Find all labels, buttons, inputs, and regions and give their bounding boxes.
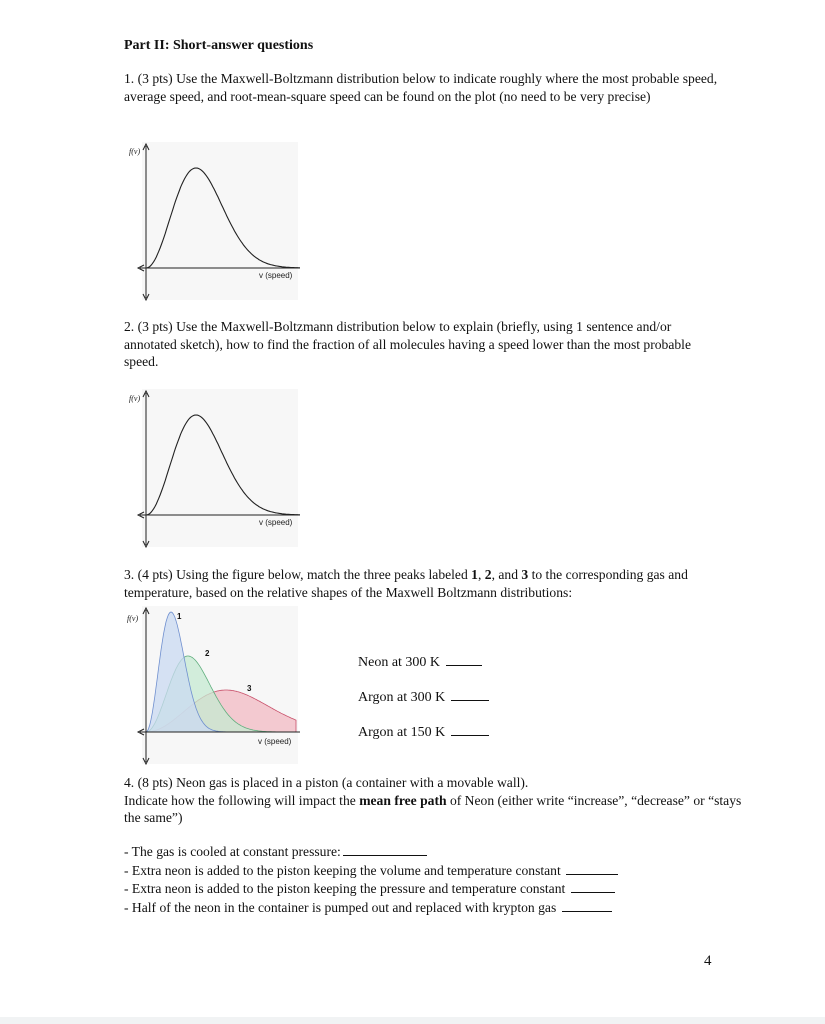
y-axis-label: f(v) [129, 147, 141, 156]
answer-blank[interactable] [566, 861, 618, 875]
peak-3-label: 3 [247, 684, 252, 693]
section-heading: Part II: Short-answer questions [124, 38, 314, 53]
list-item: - Extra neon is added to the piston keeping the volume and temperature constant [124, 861, 684, 880]
question-1-plot [124, 140, 304, 305]
x-axis-label: v (speed) [258, 737, 292, 746]
peak-1-label: 1 [177, 612, 182, 621]
answer-blank[interactable] [451, 687, 489, 701]
x-axis-label: v (speed) [259, 271, 293, 280]
match-neon-300k: Neon at 300 K [358, 652, 482, 671]
question-4-items [124, 842, 684, 916]
question-2-plot [124, 387, 304, 552]
answer-blank[interactable] [571, 879, 615, 893]
match-argon-300k: Argon at 300 K [358, 687, 489, 706]
question-3-text: 3. (4 pts) Using the figure below, match the three peaks labeled 1, 2, and 3 to the corresponding gas and temperature, based on the relative shapes of the Maxwell Boltzmann distributions: [124, 567, 688, 600]
list-item: - Extra neon is added to the piston keeping the pressure and temperature constant [124, 879, 684, 898]
question-1-text: 1. (3 pts) Use the Maxwell-Boltzmann distribution below to indicate roughly where the most probable speed, average speed, and root-mean-square speed can be found on the plot (no need to be very precise) [124, 71, 718, 104]
answer-blank[interactable] [446, 652, 482, 666]
list-item: - Half of the neon in the container is pumped out and replaced with krypton gas [124, 898, 684, 917]
answer-blank[interactable] [562, 898, 612, 912]
question-2-text: 2. (3 pts) Use the Maxwell-Boltzmann distribution below to explain (briefly, using 1 sentence and/or annotated sketch), how to find the fraction of all molecules having a speed lower than the most probable speed. [124, 319, 691, 369]
list-item: - The gas is cooled at constant pressure: [124, 842, 684, 861]
x-axis-label: v (speed) [259, 518, 293, 527]
page-number: 4 [704, 953, 712, 969]
answer-blank[interactable] [451, 722, 489, 736]
y-axis-label: f(v) [127, 614, 139, 623]
question-3-plot [124, 604, 304, 769]
match-argon-150k: Argon at 150 K [358, 722, 489, 741]
answer-blank[interactable] [343, 842, 427, 856]
question-4-text: 4. (8 pts) Neon gas is placed in a piston (a container with a movable wall). Indicate how the following will impact the mean free path of Neon (either write “increase”, “decrease” or “stays the same”) [124, 775, 742, 825]
peak-2-label: 2 [205, 649, 210, 658]
footer-bar [0, 1017, 825, 1024]
y-axis-label: f(v) [129, 394, 141, 403]
